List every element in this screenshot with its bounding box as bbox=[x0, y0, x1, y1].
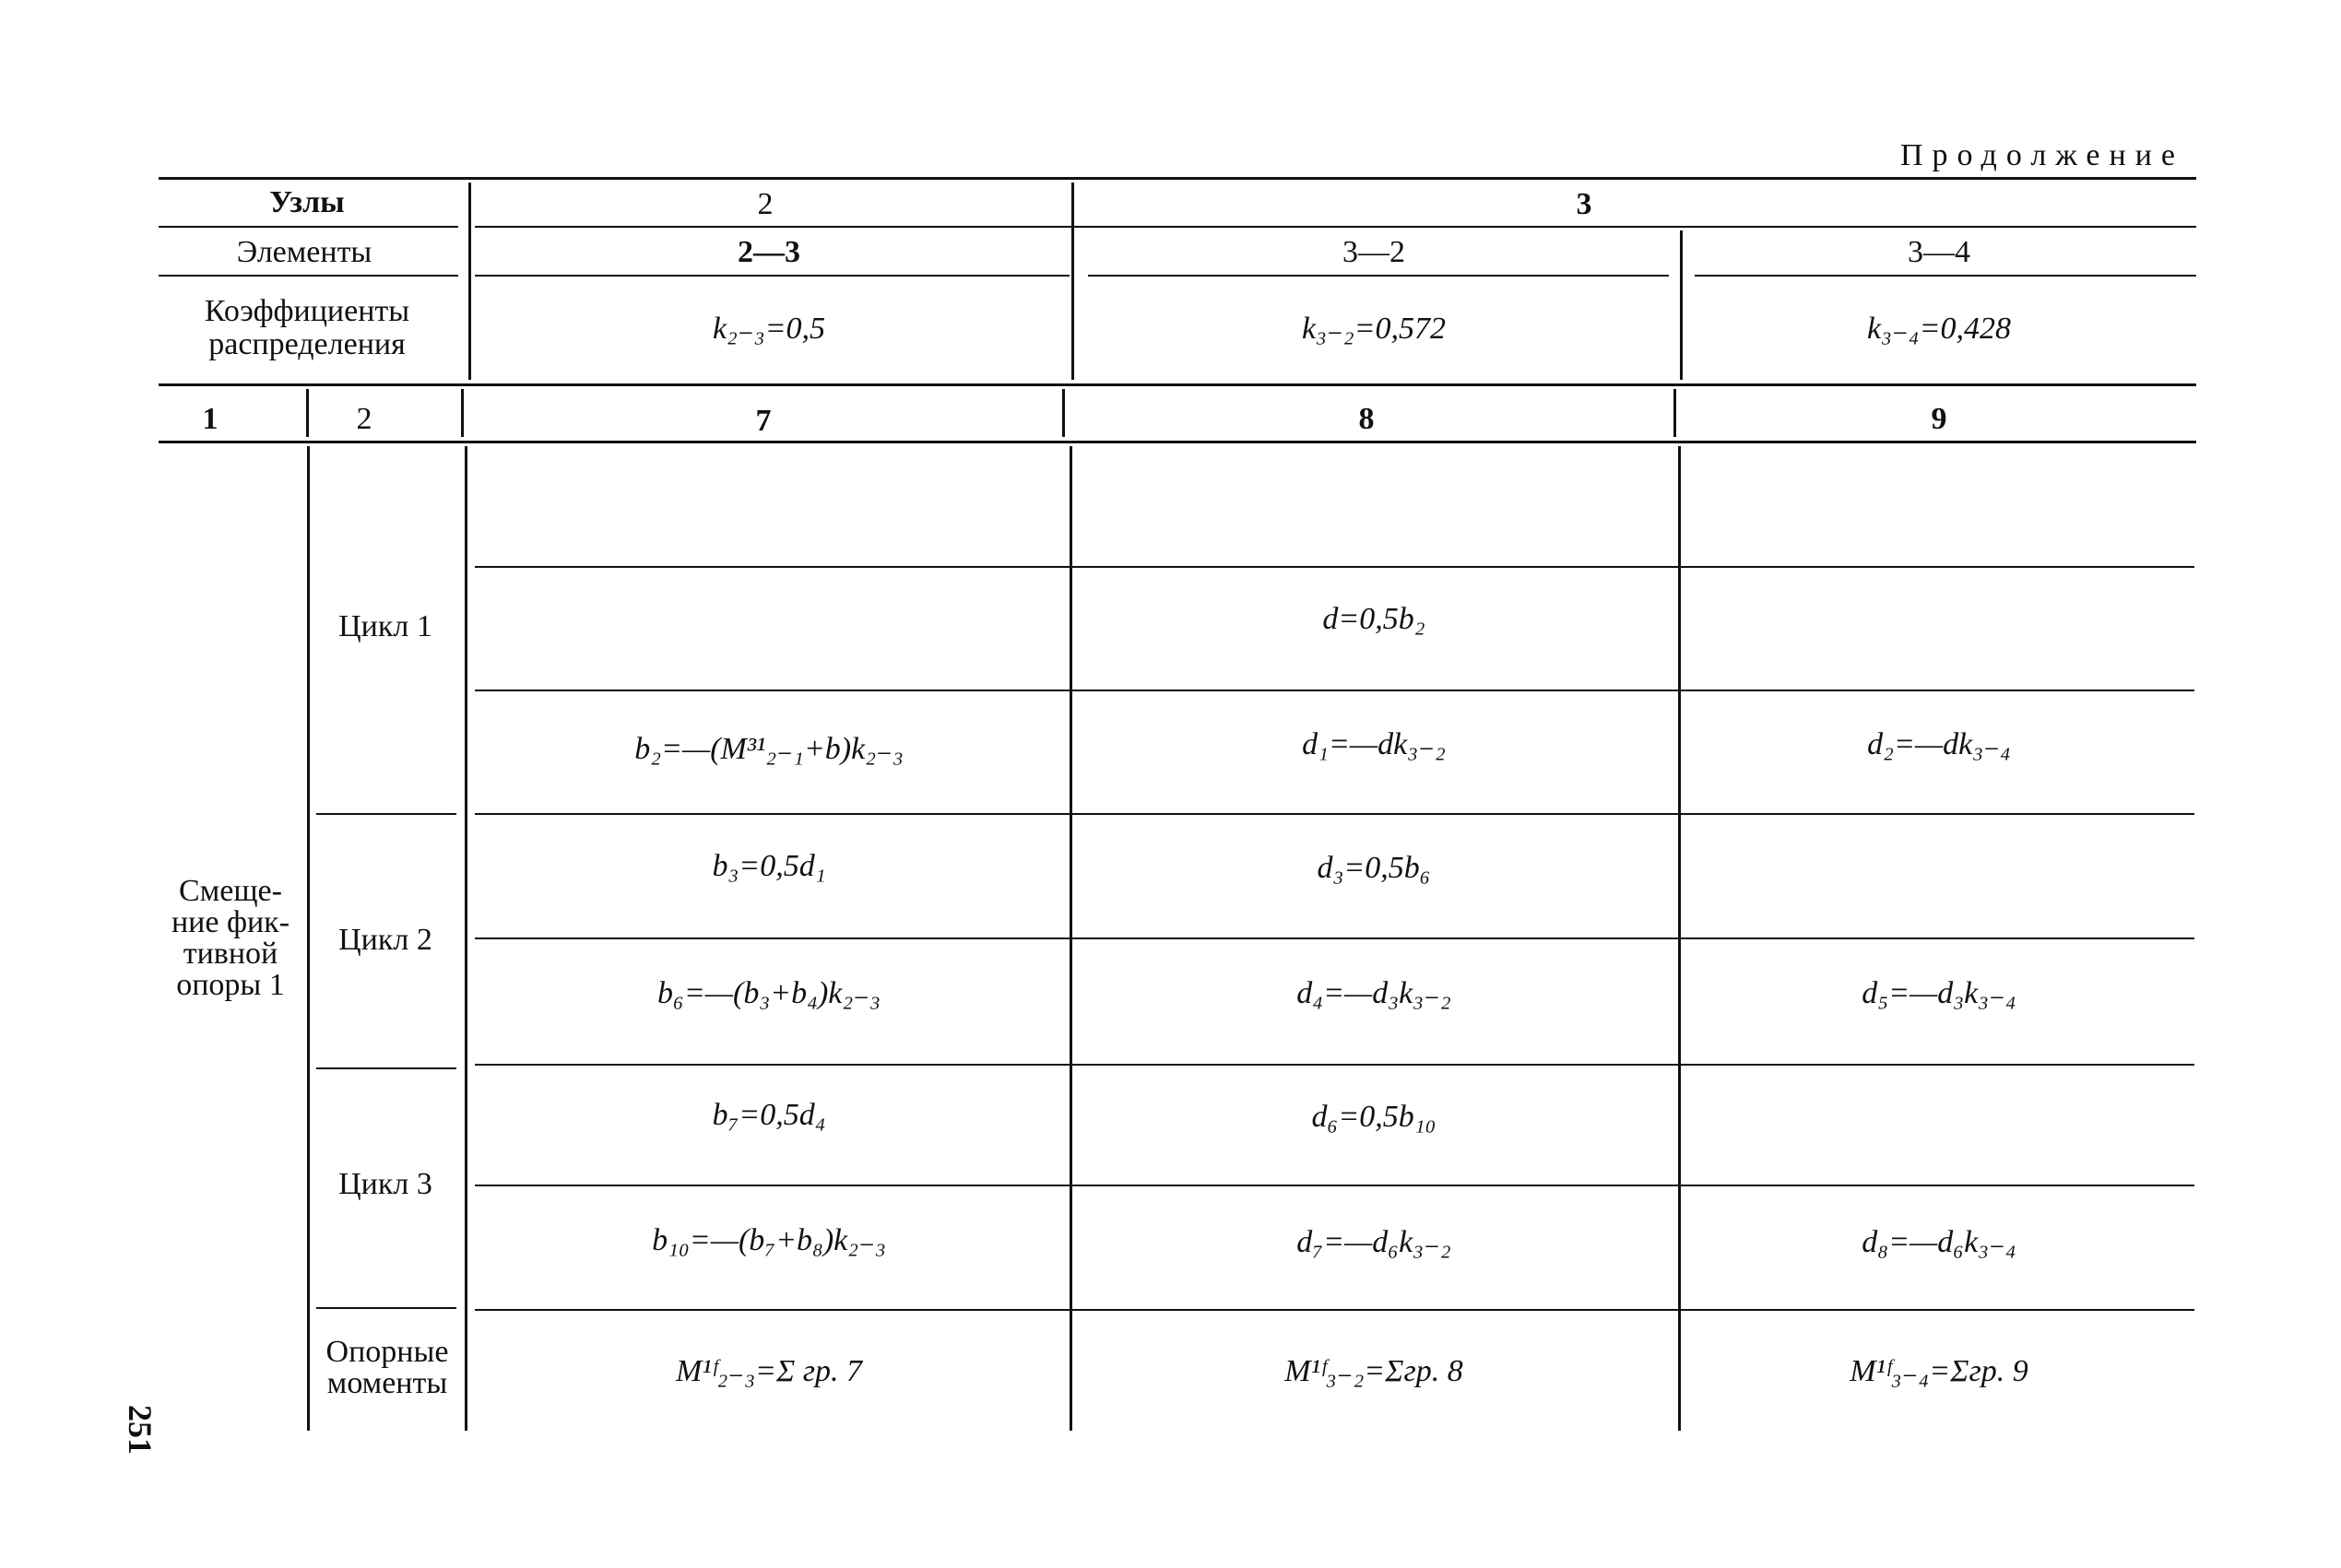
vrule-colnum-2-7 bbox=[461, 389, 464, 437]
element-3-4: 3—4 bbox=[1908, 235, 1970, 269]
rule-top bbox=[159, 177, 2196, 180]
rule-colnums-bottom bbox=[159, 441, 2196, 443]
col-num-8: 8 bbox=[1358, 402, 1375, 436]
vrule-colnum-7-8 bbox=[1062, 389, 1065, 437]
group-label-line-2: ние фик- bbox=[171, 905, 290, 939]
element-3-2: 3—2 bbox=[1342, 235, 1405, 269]
vrule-body-7-8 bbox=[1070, 446, 1072, 1431]
coeff-k23: k₂₋₃=0,5 bbox=[712, 312, 826, 346]
rule-body-1 bbox=[475, 566, 2194, 568]
cell-sum-col8: M¹ᶠ₃₋₂=Σгр. 8 bbox=[1284, 1354, 1463, 1388]
vrule-colnum-8-9 bbox=[1673, 389, 1676, 437]
group-label-line-4: опоры 1 bbox=[176, 968, 285, 1002]
cycle-1-label: Цикл 1 bbox=[338, 609, 432, 643]
rule-body-3 bbox=[475, 813, 2194, 815]
vrule-body-1-2 bbox=[307, 446, 310, 1431]
col-num-7: 7 bbox=[755, 404, 772, 438]
rule-elements-c8 bbox=[1088, 275, 1669, 277]
rule-nodes-right bbox=[475, 226, 2196, 228]
coeffs-label bbox=[205, 295, 409, 361]
coeffs-label-line-1: Коэффициенты bbox=[204, 294, 410, 328]
rule-body-5 bbox=[475, 1064, 2194, 1066]
vrule-header-c7-c8 bbox=[1071, 183, 1074, 380]
cell-cycle1-row3-col9: d₂=—dk₃₋₄ bbox=[1867, 727, 2011, 761]
node-3-label: 3 bbox=[1576, 187, 1592, 221]
cell-cycle2-row2-col8: d₄=—d₃k₃₋₂ bbox=[1296, 976, 1451, 1010]
group-label-line-1: Смеще- bbox=[179, 874, 282, 908]
cell-cycle3-row2-col9: d₈=—d₆k₃₋₄ bbox=[1862, 1225, 2016, 1259]
vrule-header-c8-c9 bbox=[1680, 230, 1683, 380]
group-label-line-3: тивной bbox=[183, 937, 278, 971]
support-label-line-1: Опорные bbox=[325, 1335, 449, 1369]
cell-sum-col9: M¹ᶠ₃₋₄=Σгр. 9 bbox=[1850, 1354, 2028, 1388]
cell-cycle2-row2-col9: d₅=—d₃k₃₋₄ bbox=[1862, 976, 2016, 1010]
rule-cycle-3-support bbox=[316, 1307, 456, 1309]
rule-header-bottom bbox=[159, 383, 2196, 386]
continuation-label: Продолжение bbox=[1899, 138, 2184, 172]
nodes-label: Узлы bbox=[269, 185, 345, 219]
cell-cycle1-row2-col8: d=0,5b₂ bbox=[1322, 602, 1425, 636]
vrule-body-8-9 bbox=[1678, 446, 1681, 1431]
rule-body-6 bbox=[475, 1185, 2194, 1186]
cycle-3-label: Цикл 3 bbox=[338, 1167, 432, 1201]
vrule-colnum-1-2 bbox=[306, 389, 309, 437]
cell-sum-col7: M¹ᶠ₂₋₃=Σ гр. 7 bbox=[676, 1354, 862, 1388]
cell-cycle3-row1-col8: d₆=0,5b₁₀ bbox=[1311, 1100, 1437, 1134]
rule-body-4 bbox=[475, 937, 2194, 939]
vrule-body-2-7 bbox=[465, 446, 467, 1431]
coeff-k34: k₃₋₄=0,428 bbox=[1866, 312, 2012, 346]
rule-cycle-1-2 bbox=[316, 813, 456, 815]
cell-cycle3-row2-col8: d₇=—d₆k₃₋₂ bbox=[1296, 1225, 1451, 1259]
cell-cycle3-row1-col7: b₇=0,5d₄ bbox=[712, 1098, 826, 1132]
cycle-2-label: Цикл 2 bbox=[338, 923, 432, 957]
element-2-3: 2—3 bbox=[738, 235, 800, 269]
rule-cycle-2-3 bbox=[316, 1067, 456, 1069]
cell-cycle3-row2-col7: b₁₀=—(b₇+b₈)k₂₋₃ bbox=[652, 1223, 886, 1257]
cell-cycle2-row1-col8: d₃=0,5b₆ bbox=[1317, 851, 1431, 885]
col-num-2: 2 bbox=[356, 402, 372, 436]
group-label bbox=[171, 876, 290, 1001]
page-number: 251 bbox=[122, 1405, 159, 1455]
node-2-label: 2 bbox=[757, 187, 774, 221]
rule-nodes-left bbox=[159, 226, 458, 228]
elements-label: Элементы bbox=[236, 235, 372, 269]
coeffs-label-line-2: распределения bbox=[208, 327, 406, 361]
rule-elements-c9 bbox=[1695, 275, 2196, 277]
rule-elements-c7 bbox=[475, 275, 1070, 277]
rule-body-7 bbox=[475, 1309, 2194, 1311]
col-num-1: 1 bbox=[202, 402, 219, 436]
rule-elements-left bbox=[159, 275, 458, 277]
rule-body-2 bbox=[475, 690, 2194, 691]
cell-cycle2-row1-col7: b₃=0,5d₁ bbox=[712, 849, 826, 883]
cell-cycle1-row3-col8: d₁=—dk₃₋₂ bbox=[1302, 727, 1446, 761]
cell-cycle1-row3-col7: b₂=—(M³¹₂₋₁+b)k₂₋₃ bbox=[634, 732, 904, 766]
cell-cycle2-row2-col7: b₆=—(b₃+b₄)k₂₋₃ bbox=[657, 976, 881, 1010]
support-label-line-2: моменты bbox=[326, 1366, 448, 1400]
vrule-header-left bbox=[468, 183, 471, 380]
coeff-k32: k₃₋₂=0,572 bbox=[1301, 312, 1447, 346]
support-moments-label bbox=[326, 1337, 449, 1399]
col-num-9: 9 bbox=[1931, 402, 1947, 436]
